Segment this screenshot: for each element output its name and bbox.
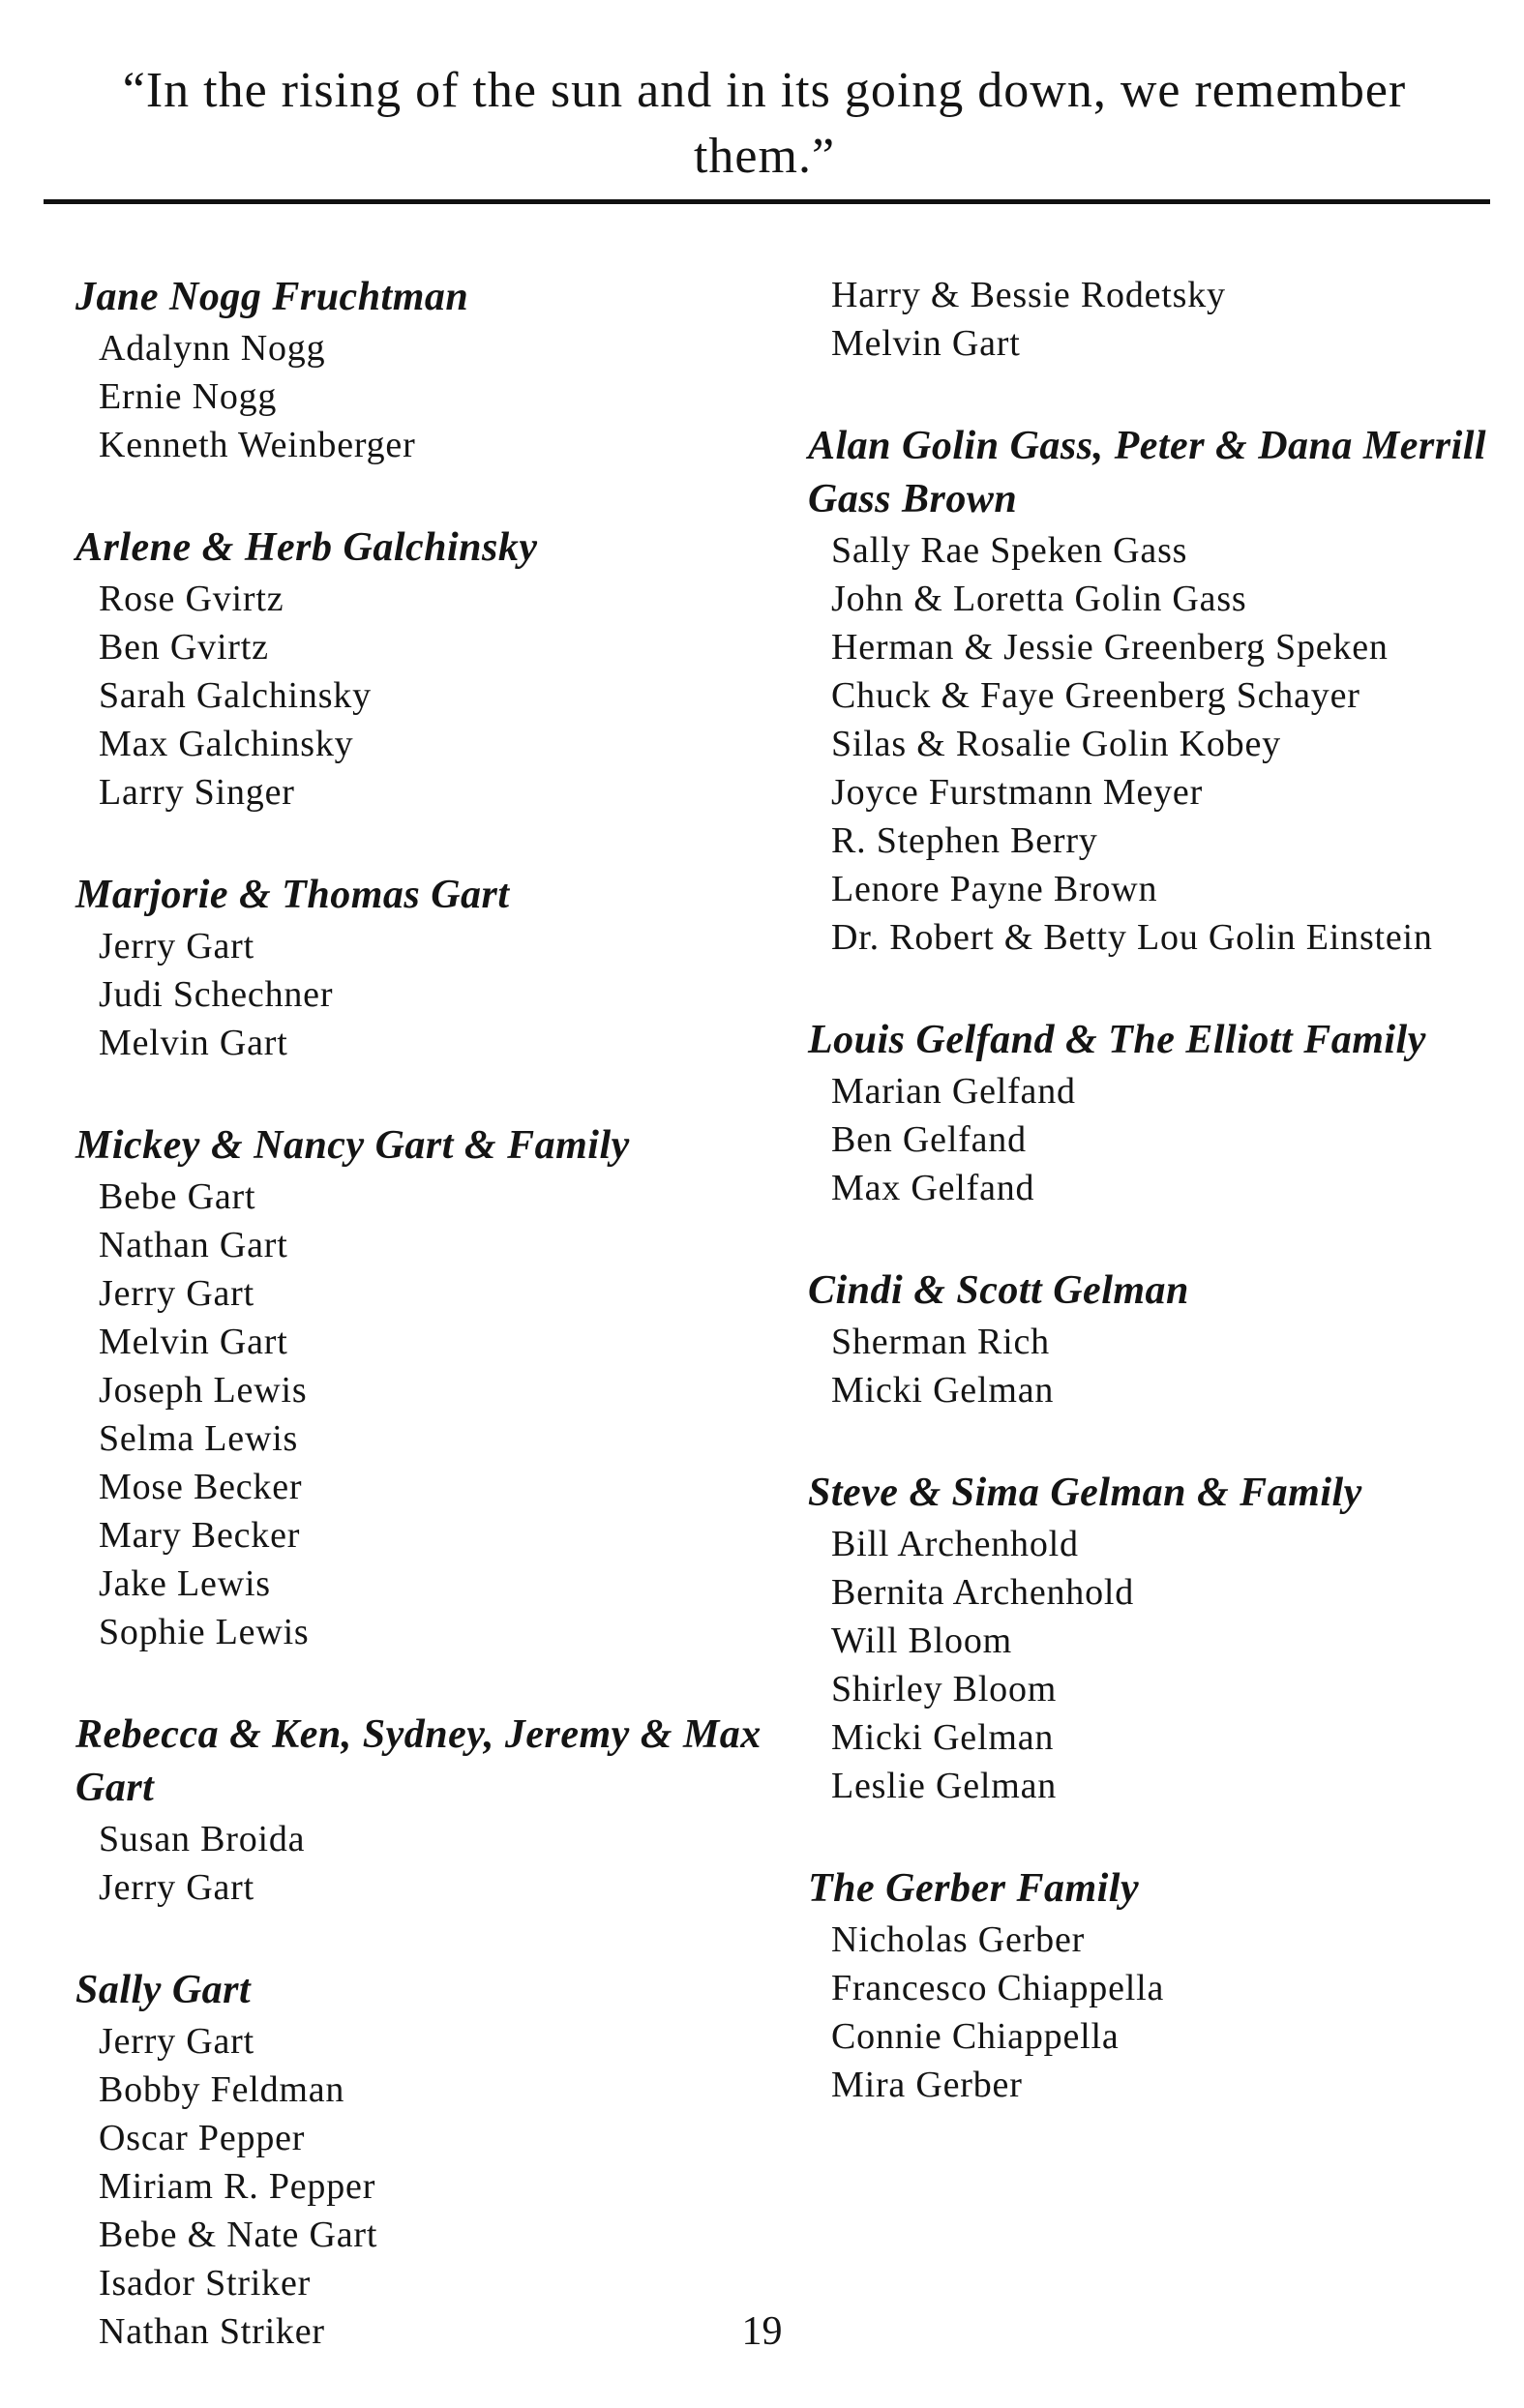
left-column <box>75 271 792 2408</box>
remembered-name: Miriam R. Pepper <box>99 2166 376 2207</box>
right-column-groups <box>808 420 1505 2109</box>
remembered-name: Herman & Jessie Greenberg Speken <box>831 627 1389 668</box>
remembered-name: Joseph Lewis <box>99 1370 308 1411</box>
name-list <box>808 526 1505 962</box>
remembered-name: Rose Gvirtz <box>99 579 284 619</box>
remembered-name: John & Loretta Golin Gass <box>831 579 1247 619</box>
remembered-name: Mose Becker <box>99 1467 303 1507</box>
name-list <box>808 1067 1505 1212</box>
remembered-name: Melvin Gart <box>831 323 1021 364</box>
remembered-name: Isador Striker <box>99 2263 312 2304</box>
remembered-name: Francesco Chiappella <box>831 1968 1165 2008</box>
remembered-name: Nathan Gart <box>99 1225 288 1265</box>
remembered-name: Nathan Striker <box>99 2311 325 2352</box>
remembered-name: Mary Becker <box>99 1515 301 1556</box>
remembered-name: Judi Schechner <box>99 974 334 1015</box>
remembered-name: Max Galchinsky <box>99 724 354 764</box>
remembered-name: Shirley Bloom <box>831 1669 1058 1709</box>
remembered-name: Selma Lewis <box>99 1418 299 1459</box>
remembered-name: Nicholas Gerber <box>831 1919 1086 1960</box>
honoree-group <box>75 1964 792 2356</box>
remembered-name: Melvin Gart <box>99 1023 288 1063</box>
continued-name-list <box>808 271 1505 368</box>
remembered-name: Jerry Gart <box>99 1273 254 1314</box>
remembered-name: Silas & Rosalie Golin Kobey <box>831 724 1281 764</box>
remembered-name: Leslie Gelman <box>831 1766 1058 1806</box>
page-number: 19 <box>741 2309 783 2354</box>
remembered-name: Lenore Payne Brown <box>831 869 1158 909</box>
remembered-name: Bill Archenhold <box>831 1524 1079 1564</box>
honoree-group <box>75 1709 792 1912</box>
honoree-group <box>808 1014 1505 1212</box>
remembered-name: Susan Broida <box>99 1819 306 1859</box>
name-list <box>808 1520 1505 1810</box>
remembered-name: Kenneth Weinberger <box>99 425 416 465</box>
remembered-name: Bernita Archenhold <box>831 1572 1135 1613</box>
remembered-name: Will Bloom <box>831 1620 1012 1661</box>
group-title: Arlene & Herb Galchinsky <box>75 525 538 570</box>
name-list <box>75 575 792 817</box>
honoree-group <box>808 1467 1505 1810</box>
name-list <box>75 1173 792 1656</box>
remembered-name: Max Gelfand <box>831 1168 1035 1208</box>
remembered-name: Jerry Gart <box>99 1867 254 1908</box>
remembered-name: Ben Gvirtz <box>99 627 269 668</box>
remembered-name: Harry & Bessie Rodetsky <box>831 275 1226 315</box>
remembered-name: Jerry Gart <box>99 926 254 966</box>
remembered-name: Mira Gerber <box>831 2065 1023 2105</box>
honoree-group <box>75 521 792 817</box>
remembered-name: Sally Rae Speken Gass <box>831 530 1188 571</box>
group-title: The Gerber Family <box>808 1866 1140 1911</box>
remembered-name: Ernie Nogg <box>99 376 278 417</box>
remembered-name: Sherman Rich <box>831 1322 1050 1362</box>
group-title: Cindi & Scott Gelman <box>808 1268 1189 1313</box>
group-title: Jane Nogg Fruchtman <box>75 275 469 319</box>
remembered-name: Micki Gelman <box>831 1370 1055 1411</box>
remembered-name: Dr. Robert & Betty Lou Golin Einstein <box>831 917 1433 958</box>
name-list <box>75 2017 792 2356</box>
remembered-name: Oscar Pepper <box>99 2118 306 2158</box>
remembered-name: Ben Gelfand <box>831 1119 1027 1160</box>
remembered-name: Bobby Feldman <box>99 2069 345 2110</box>
remembered-name: Larry Singer <box>99 772 295 813</box>
group-title: Mickey & Nancy Gart & Family <box>75 1123 630 1168</box>
memorial-quote: “In the rising of the sun and in its going down, we remember them.” <box>122 63 1407 184</box>
remembered-name: Connie Chiappella <box>831 2016 1120 2057</box>
remembered-name: R. Stephen Berry <box>831 820 1098 861</box>
remembered-name: Jake Lewis <box>99 1563 271 1604</box>
group-title: Alan Golin Gass, Peter & Dana Merrill Gass Brown <box>808 424 1487 521</box>
honoree-group <box>808 420 1505 962</box>
name-list <box>808 1916 1505 2109</box>
name-list <box>75 922 792 1067</box>
remembered-name: Joyce Furstmann Meyer <box>831 772 1204 813</box>
group-title: Marjorie & Thomas Gart <box>75 873 510 917</box>
remembered-name: Sophie Lewis <box>99 1612 310 1652</box>
honoree-group <box>75 1119 792 1656</box>
honoree-group <box>808 1862 1505 2109</box>
remembered-name: Chuck & Faye Greenberg Schayer <box>831 675 1360 716</box>
name-list <box>808 1318 1505 1414</box>
group-title: Steve & Sima Gelman & Family <box>808 1471 1362 1515</box>
header-divider <box>44 199 1490 204</box>
remembered-name: Jerry Gart <box>99 2021 254 2062</box>
right-column <box>808 271 1505 2161</box>
remembered-name: Melvin Gart <box>99 1322 288 1362</box>
continued-group <box>808 271 1505 368</box>
name-list <box>75 324 792 469</box>
remembered-name: Marian Gelfand <box>831 1071 1076 1112</box>
remembered-name: Micki Gelman <box>831 1717 1055 1758</box>
remembered-name: Bebe Gart <box>99 1176 256 1217</box>
name-list <box>75 1815 792 1912</box>
remembered-name: Bebe & Nate Gart <box>99 2215 378 2255</box>
group-title: Louis Gelfand & The Elliott Family <box>808 1018 1426 1062</box>
remembered-name: Adalynn Nogg <box>99 328 326 369</box>
remembered-name: Sarah Galchinsky <box>99 675 372 716</box>
honoree-group <box>75 271 792 469</box>
group-title: Rebecca & Ken, Sydney, Jeremy & Max Gart <box>75 1712 762 1810</box>
honoree-group <box>75 869 792 1067</box>
honoree-group <box>808 1264 1505 1414</box>
group-title: Sally Gart <box>75 1968 252 2012</box>
